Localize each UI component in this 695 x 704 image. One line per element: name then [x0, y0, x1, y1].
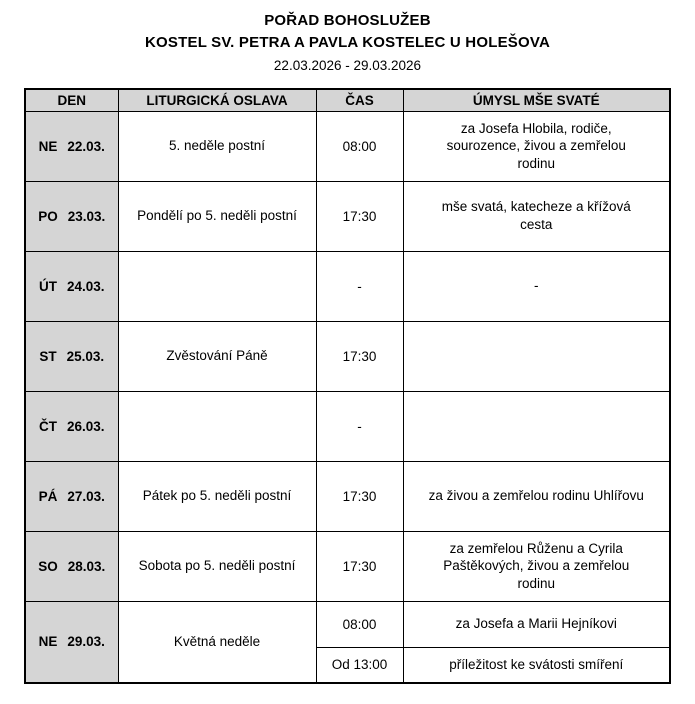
day-abbr: ST: [39, 348, 57, 364]
intention-cell: [403, 251, 670, 321]
table-row: [25, 531, 670, 601]
column-header: LITURGICKÁ OSLAVA: [118, 89, 316, 111]
schedule-table: [24, 88, 671, 684]
celebration-cell: Sobota po 5. neděli postní: [118, 531, 316, 601]
intention-text: za zemřelou Růženu a Cyrila Paštěkových, živou a zemřelou rodinu: [443, 540, 630, 591]
intention-text: příležitost ke svátosti smíření: [449, 656, 624, 672]
day-date: 29.03.: [67, 634, 105, 650]
day-abbr: PO: [38, 208, 58, 224]
day-date: 28.03.: [67, 558, 106, 574]
day-cell: [25, 111, 118, 181]
time-cell: -: [316, 251, 403, 321]
column-header: ČAS: [316, 89, 403, 111]
day-cell: [25, 391, 118, 461]
day-abbr: SO: [38, 558, 58, 574]
day-cell: [25, 321, 118, 391]
intention-text: za živou a zemřelou rodinu Uhlířovu: [428, 488, 644, 504]
table-row: [25, 181, 670, 251]
intention-cell: [403, 461, 670, 531]
day-abbr: NE: [38, 138, 58, 154]
intention-cell: [403, 181, 670, 251]
celebration-cell: [118, 251, 316, 321]
day-date: 27.03.: [67, 488, 105, 504]
intention-cell: [403, 531, 670, 601]
date-range: 22.03.2026 - 29.03.2026: [273, 58, 422, 73]
time-cell: 17:30: [316, 181, 403, 251]
table-row: [25, 111, 670, 181]
header-block: [24, 10, 671, 73]
time-cell: Od 13:00: [316, 647, 403, 683]
intention-text: -: [534, 278, 539, 294]
table-row: [25, 391, 670, 461]
day-date: 26.03.: [66, 418, 105, 434]
day-abbr: NE: [38, 634, 58, 650]
day-cell: [25, 461, 118, 531]
celebration-cell: Zvěstování Páně: [118, 321, 316, 391]
day-date: 24.03.: [66, 278, 105, 294]
intention-text: mše svatá, katecheze a křížová cesta: [441, 199, 631, 232]
day-cell: [25, 531, 118, 601]
celebration-cell: Pátek po 5. neděli postní: [118, 461, 316, 531]
day-date: 25.03.: [66, 348, 105, 364]
time-cell: 17:30: [316, 531, 403, 601]
time-cell: 08:00: [316, 601, 403, 647]
column-header: ÚMYSL MŠE SVATÉ: [403, 89, 670, 111]
intention-cell: [403, 321, 670, 391]
intention-text: za Josefa a Marii Hejníkovi: [455, 616, 617, 632]
table-row: [25, 601, 670, 647]
intention-cell: [403, 601, 670, 647]
intention-cell: [403, 111, 670, 181]
day-abbr: ÚT: [38, 278, 57, 294]
schedule-body: [25, 111, 670, 683]
table-row: [25, 321, 670, 391]
page-title: POŘAD BOHOSLUŽEB: [264, 12, 431, 29]
time-cell: 08:00: [316, 111, 403, 181]
celebration-cell: 5. neděle postní: [118, 111, 316, 181]
day-cell: [25, 601, 118, 683]
table-row: [25, 251, 670, 321]
day-cell: [25, 251, 118, 321]
day-abbr: PÁ: [38, 488, 58, 504]
intention-text: za Josefa Hlobila, rodiče, sourozence, živou a zemřelou rodinu: [446, 120, 626, 171]
celebration-cell: Pondělí po 5. neděli postní: [118, 181, 316, 251]
celebration-cell: Květná neděle: [118, 601, 316, 683]
day-abbr: ČT: [38, 418, 57, 434]
time-cell: 17:30: [316, 321, 403, 391]
table-row: [25, 461, 670, 531]
column-header: DEN: [25, 89, 118, 111]
day-date: 23.03.: [67, 208, 106, 224]
intention-cell: [403, 391, 670, 461]
day-cell: [25, 181, 118, 251]
church-name: KOSTEL SV. PETRA A PAVLA KOSTELEC U HOLEŠOVA: [145, 34, 550, 51]
time-cell: -: [316, 391, 403, 461]
table-header-row: [25, 89, 670, 111]
day-date: 22.03.: [67, 138, 105, 154]
celebration-cell: [118, 391, 316, 461]
intention-cell: [403, 647, 670, 683]
time-cell: 17:30: [316, 461, 403, 531]
